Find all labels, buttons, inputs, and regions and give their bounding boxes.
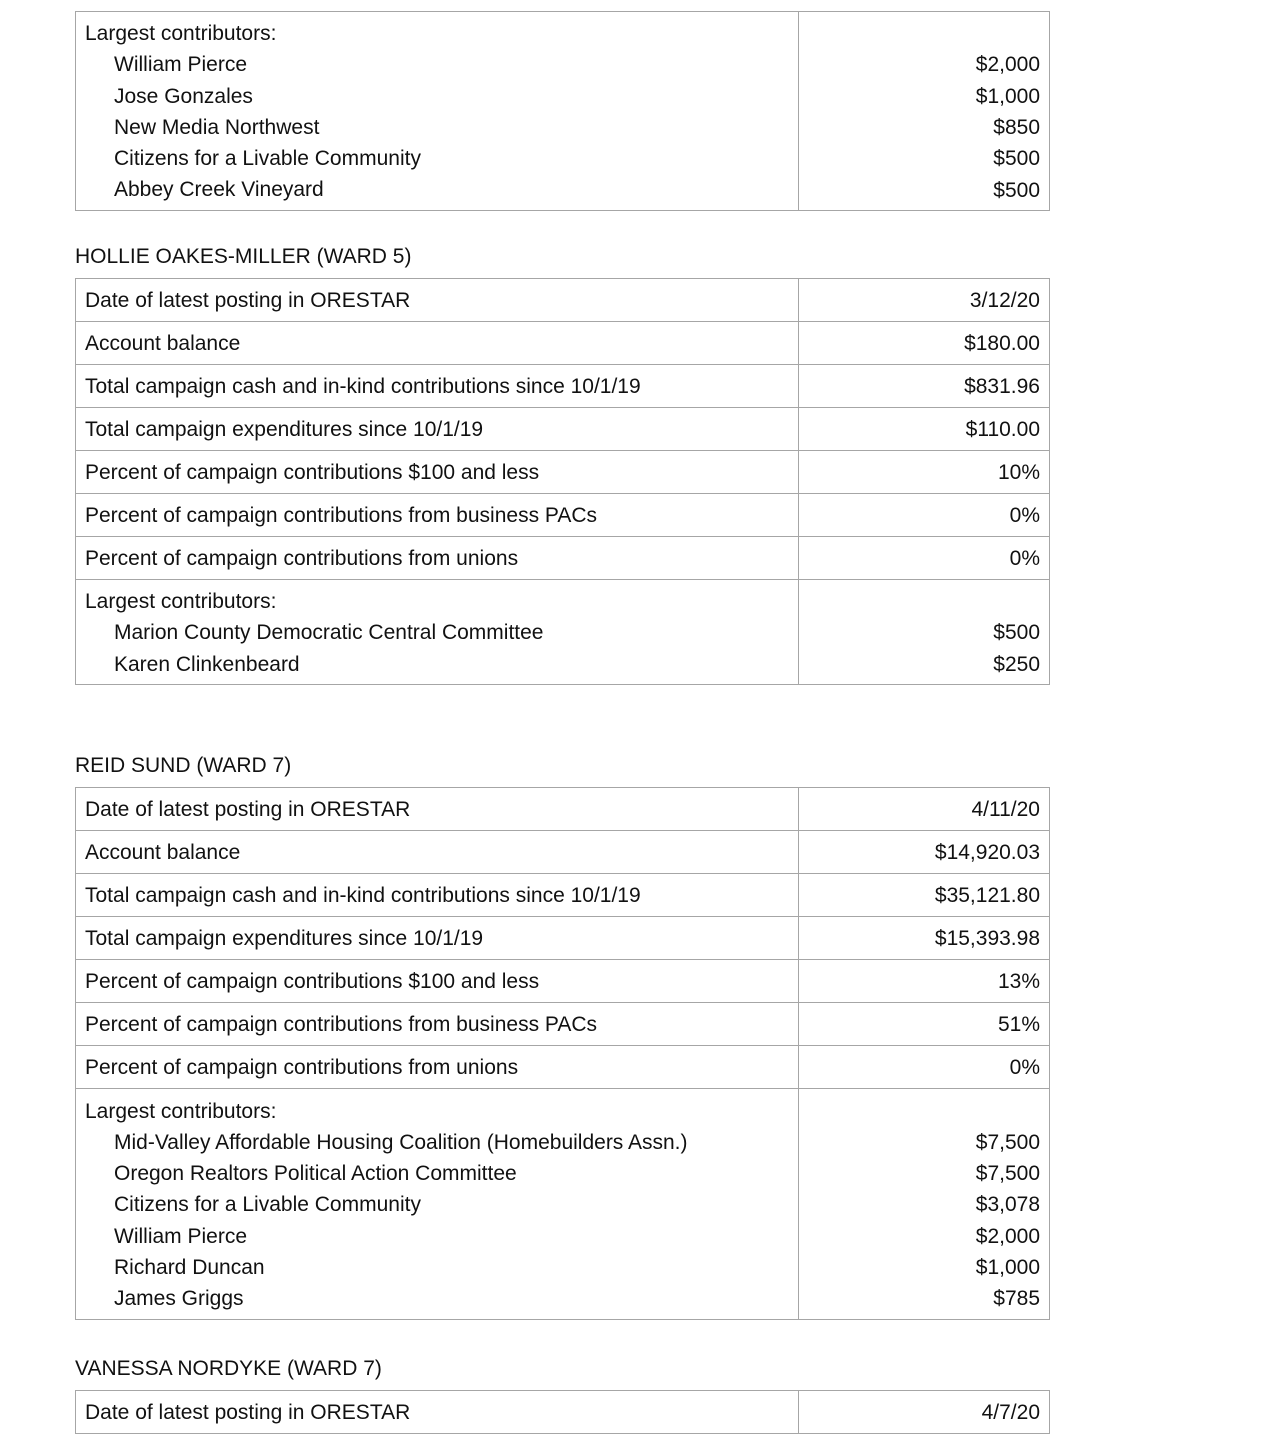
table-row [76,408,1050,451]
table-row [76,494,1050,537]
contributors-amounts-cell [799,580,1050,685]
table-row [76,451,1050,494]
row-label: Percent of campaign contributions $100 and less [76,451,799,494]
contributor-amount: $785 [993,1287,1040,1311]
row-label: Date of latest posting in ORESTAR [76,1391,799,1434]
row-value: 0% [799,494,1050,537]
candidate-heading: REID SUND (WARD 7) [75,754,292,777]
table-row [76,1003,1050,1046]
contributor-name: James Griggs [114,1287,244,1311]
row-label: Percent of campaign contributions from unions [76,1046,799,1089]
row-value: $15,393.98 [799,917,1050,960]
table-row [76,1391,1050,1434]
contributor-name: Citizens for a Livable Community [114,1193,421,1217]
row-label: Total campaign cash and in-kind contributions since 10/1/19 [76,874,799,917]
contributors-amounts-cell [799,12,1050,211]
contributor-amount: $3,078 [975,1193,1040,1217]
contributor-name: Marion County Democratic Central Committee [114,621,544,645]
contributor-amount: $1,000 [975,1255,1040,1279]
table-row [76,831,1050,874]
contributor-amount: $1,000 [975,84,1040,108]
row-label: Date of latest posting in ORESTAR [76,788,799,831]
contributor-name: Citizens for a Livable Community [114,147,421,171]
row-value: 10% [799,451,1050,494]
table-row [76,917,1050,960]
contributor-amount: $2,000 [975,1224,1040,1248]
table-row [76,537,1050,580]
contributor-name: Mid-Valley Affordable Housing Coalition (Homebuilders Assn.) [114,1130,688,1154]
contributor-name: Abbey Creek Vineyard [114,178,324,202]
row-value: 51% [799,1003,1050,1046]
candidate-heading: VANESSA NORDYKE (WARD 7) [75,1357,382,1380]
row-value: 13% [799,960,1050,1003]
contributor-amount: $500 [993,621,1040,645]
contributors-names-cell [76,12,799,211]
contributor-amount: $250 [993,652,1040,676]
contributor-name: New Media Northwest [114,115,320,139]
contributors-label: Largest contributors: [85,1099,277,1123]
contributor-name: Karen Clinkenbeard [114,652,300,676]
candidate-finance-table [75,1390,1050,1434]
contributors-row [76,580,1050,685]
row-value: $831.96 [799,365,1050,408]
contributor-amount: $500 [993,147,1040,171]
row-value: 0% [799,1046,1050,1089]
row-label: Percent of campaign contributions from business PACs [76,1003,799,1046]
contributor-amount: $850 [993,116,1040,139]
contributor-amount: $7,500 [975,1162,1040,1186]
table-row [76,322,1050,365]
contributors-names-cell [76,580,799,685]
row-value: 0% [799,537,1050,580]
row-label: Account balance [76,322,799,365]
contributor-amount: $2,000 [975,53,1040,77]
row-value: 4/7/20 [799,1391,1050,1434]
table-row [76,960,1050,1003]
row-value: 4/11/20 [799,788,1050,831]
row-label: Account balance [76,831,799,874]
table-row [76,365,1050,408]
row-value: $110.00 [799,408,1050,451]
contributors-row [76,1089,1050,1320]
candidate-finance-table [75,278,1050,685]
contributor-amount: $7,500 [975,1130,1040,1154]
table-row [76,1046,1050,1089]
row-value: $35,121.80 [799,874,1050,917]
row-label: Total campaign cash and in-kind contributions since 10/1/19 [76,365,799,408]
row-label: Total campaign expenditures since 10/1/19 [76,408,799,451]
contributors-label: Largest contributors: [85,22,277,46]
row-label: Total campaign expenditures since 10/1/19 [76,917,799,960]
row-value: $180.00 [799,322,1050,365]
table-row [76,874,1050,917]
contributor-name: Richard Duncan [114,1255,265,1279]
table-row [76,279,1050,322]
contributors-label: Largest contributors: [85,590,277,614]
row-label: Percent of campaign contributions $100 and less [76,960,799,1003]
candidate-heading: HOLLIE OAKES-MILLER (WARD 5) [75,245,412,268]
contributor-name: Oregon Realtors Political Action Committee [114,1161,517,1185]
table-row [76,788,1050,831]
row-value: $14,920.03 [799,831,1050,874]
contributors-amounts-cell [799,1089,1050,1320]
contributor-name: William Pierce [114,53,248,77]
contributor-name: William Pierce [114,1224,248,1248]
contributors-names-cell [76,1089,799,1320]
row-label: Percent of campaign contributions from business PACs [76,494,799,537]
row-label: Percent of campaign contributions from unions [76,537,799,580]
continued-contributors-table [75,11,1050,211]
candidate-finance-table [75,787,1050,1320]
contributor-amount: $500 [993,178,1040,202]
contributor-name: Jose Gonzales [114,84,253,108]
row-value: 3/12/20 [799,279,1050,322]
row-label: Date of latest posting in ORESTAR [76,279,799,322]
